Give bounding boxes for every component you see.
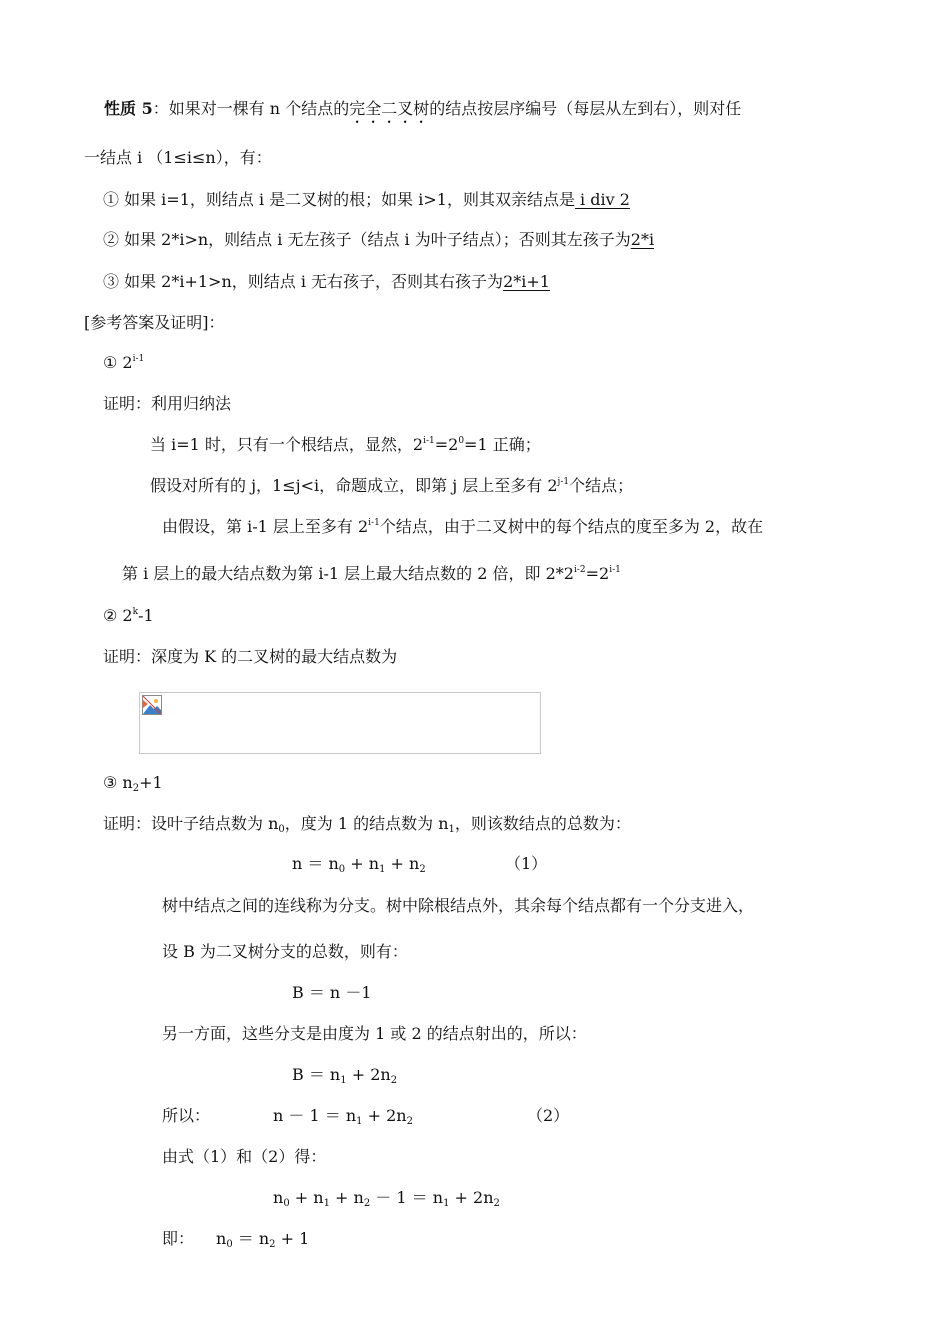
text: 假设对所有的 j，1≤j<i，命题成立，即第 j 层上至多有 2 [150, 476, 558, 495]
text: -1 [138, 606, 154, 625]
subscript: 2 [390, 1075, 398, 1086]
text: =2 [585, 564, 610, 583]
subscript: 0 [278, 824, 285, 835]
exponent: j-1 [557, 477, 570, 487]
property-item-2 [103, 230, 654, 250]
text: + n [345, 854, 380, 873]
property-text-a: ：如果对一棵有 n 个结点的 [152, 99, 350, 118]
text: 证明：设叶子结点数为 n [103, 814, 279, 833]
answer-marker: ① 2 [103, 353, 133, 372]
text: ＝ n [232, 1229, 270, 1248]
text: n [216, 1229, 227, 1248]
item-text: ① 如果 i=1，则结点 i 是二叉树的根；如果 i>1，则其双亲结点是 [103, 190, 575, 209]
equation-4 [273, 1106, 413, 1126]
proof-3-para-4: 由式（1）和（2）得： [162, 1147, 327, 1166]
property-text-b: 的结点按层序编号（每层从左到右），则对任 [429, 99, 742, 118]
emphasized-term: 完全二叉树 [349, 99, 430, 118]
equation-6-label: 即： [162, 1229, 195, 1248]
subscript: 1 [340, 1075, 347, 1086]
proof-3-para-3: 另一方面，这些分支是由度为 1 或 2 的结点射出的，所以： [162, 1024, 587, 1043]
broken-image-icon [142, 695, 162, 715]
exponent: i-1 [423, 436, 435, 446]
answer-3 [103, 773, 163, 793]
text: n － 1 ＝ n [273, 1106, 357, 1125]
text: + 2n [362, 1106, 407, 1125]
equation-1 [292, 854, 426, 874]
answer-2 [103, 606, 154, 626]
text: 当 i=1 时，只有一个根结点，显然，2 [150, 435, 424, 454]
subscript: 1 [356, 1116, 363, 1127]
subscript: 1 [323, 1198, 330, 1209]
equation-5 [273, 1188, 500, 1208]
text: 个结点； [569, 476, 634, 495]
subscript: 2 [493, 1198, 500, 1209]
proof-3-para-1: 树中结点之间的连线称为分支。树中除根结点外，其余每个结点都有一个分支进入， [162, 896, 755, 915]
property-item-1 [103, 190, 630, 210]
answer-marker: ③ n [103, 773, 133, 792]
property-statement-line1 [104, 99, 741, 127]
subscript: 2 [419, 864, 426, 875]
text: 第 i 层上的最大结点数为第 i-1 层上最大结点数的 2 倍，即 2*2 [122, 564, 574, 583]
text: － 1 ＝ n [370, 1188, 444, 1207]
broken-image-frame [139, 692, 541, 754]
text: n [273, 1188, 284, 1207]
property-item-3 [103, 272, 550, 292]
text: =2 [434, 435, 459, 454]
property-statement-line2: 一结点 i （1≤i≤n），有： [84, 148, 272, 167]
answer-blank: 2*i+1 [503, 272, 550, 291]
subscript: 0 [226, 1239, 233, 1250]
property-label: 性质 5 [104, 99, 153, 118]
subscript: 1 [443, 1198, 450, 1209]
proof-1-intro: 证明：利用归纳法 [103, 394, 232, 413]
text: B ＝ n [292, 1065, 341, 1084]
text: + n [385, 854, 420, 873]
reference-heading: [参考答案及证明]： [84, 313, 225, 332]
text: + 2n [346, 1065, 391, 1084]
text: =1 正确； [464, 435, 541, 454]
text: ，则该数结点的总数为： [454, 814, 631, 833]
text: 个结点，由于二叉树中的每个结点的度至多为 2，故在 [379, 517, 764, 536]
proof-1-step-2 [150, 476, 633, 496]
text: + 2n [449, 1188, 494, 1207]
text: + n [289, 1188, 324, 1207]
proof-3-para-2: 设 B 为二叉树分支的总数，则有： [162, 942, 408, 961]
subscript: 1 [379, 864, 386, 875]
exponent: i-1 [132, 354, 145, 364]
equation-2: B ＝ n －1 [292, 983, 372, 1002]
exponent: i-2 [573, 565, 586, 575]
text: n ＝ n [292, 854, 339, 873]
subscript: 1 [448, 824, 455, 835]
text: + 1 [275, 1229, 310, 1248]
answer-1 [103, 353, 144, 373]
exponent: i-1 [609, 565, 621, 575]
subscript: 0 [283, 1198, 290, 1209]
text: + n [329, 1188, 364, 1207]
equation-1-tag: （1） [505, 854, 548, 873]
subscript: 2 [406, 1116, 413, 1127]
answer-marker: ② 2 [103, 606, 133, 625]
text: ，度为 1 的结点数为 n [284, 814, 449, 833]
answer-blank: i div 2 [574, 190, 630, 209]
exponent: i-1 [368, 518, 380, 528]
subscript: 2 [269, 1239, 276, 1250]
equation-3 [292, 1065, 397, 1085]
equation-4-label: 所以： [162, 1106, 211, 1125]
proof-2-intro: 证明：深度为 K 的二叉树的最大结点数为 [103, 647, 398, 666]
proof-1-step-4 [122, 564, 621, 584]
equation-4-tag: （2） [527, 1106, 570, 1125]
exponent: 0 [458, 436, 465, 446]
text: 由假设，第 i-1 层上至多有 2 [162, 517, 369, 536]
proof-1-step-1 [150, 435, 541, 455]
equation-6 [216, 1229, 309, 1249]
subscript: 2 [132, 783, 140, 794]
text: +1 [139, 773, 163, 792]
answer-blank: 2*i [630, 230, 655, 249]
item-text: ③ 如果 2*i+1>n，则结点 i 无右孩子，否则其右孩子为 [103, 272, 504, 291]
item-text: ② 如果 2*i>n，则结点 i 无左孩子（结点 i 为叶子结点）；否则其左孩子为 [103, 230, 631, 249]
proof-3-intro [103, 814, 631, 834]
subscript: 0 [338, 864, 346, 875]
subscript: 2 [363, 1198, 371, 1209]
proof-1-step-3 [162, 517, 763, 537]
exponent: k [132, 607, 139, 617]
